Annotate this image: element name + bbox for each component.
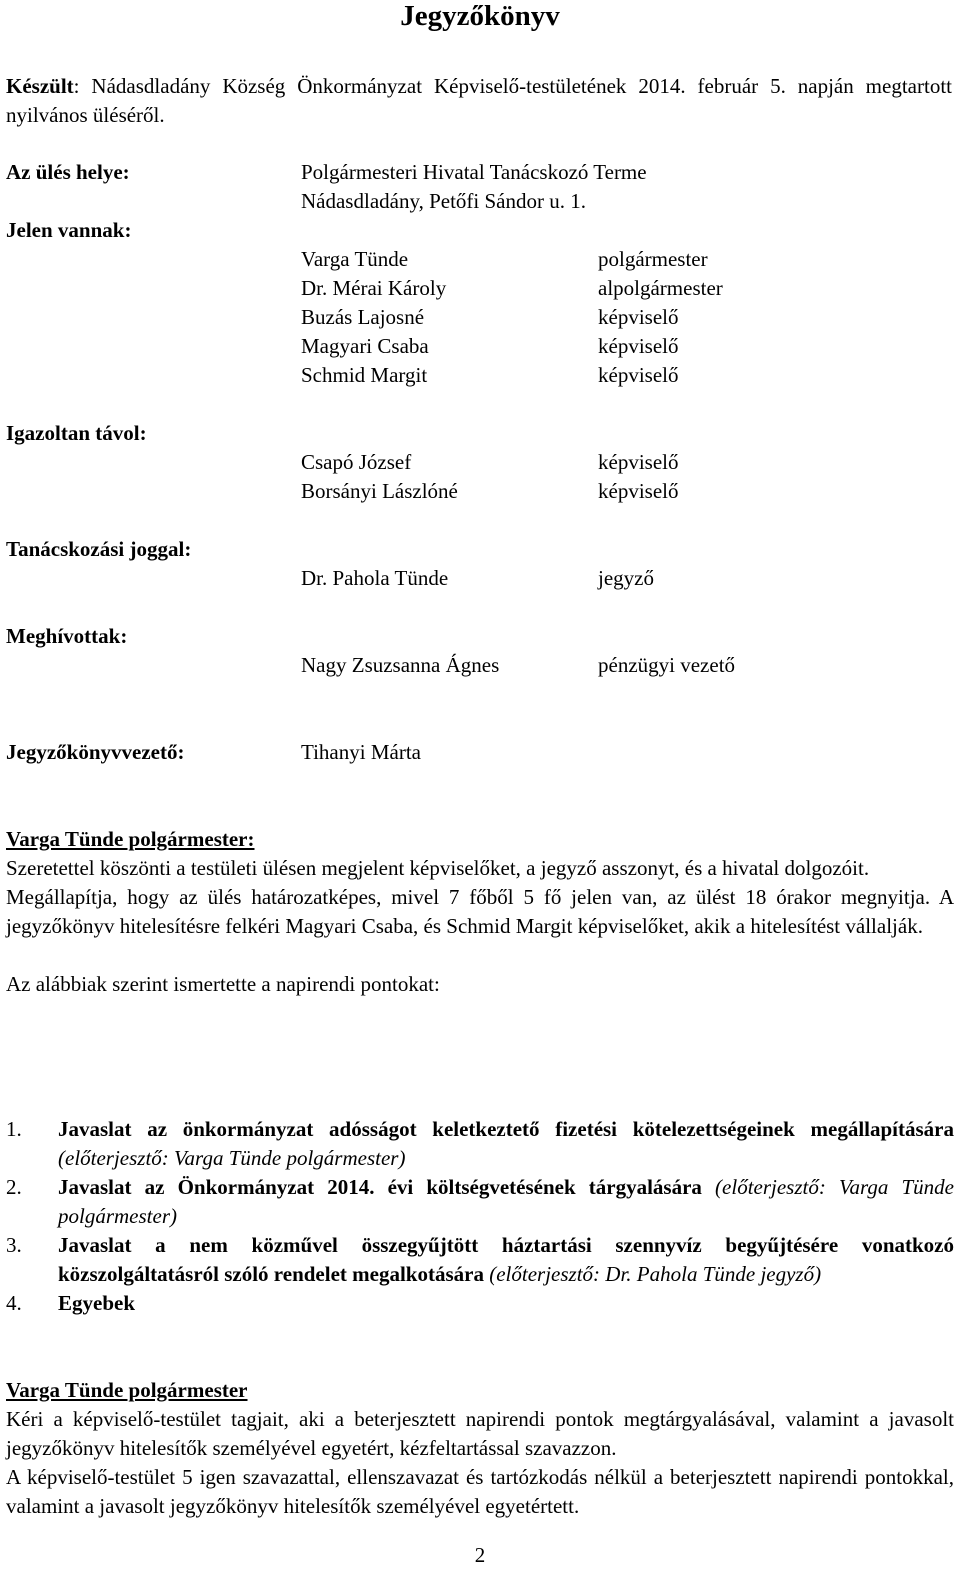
speech-paragraph: Kéri a képviselő-testület tagjait, aki a beterjesztett napirendi pontok megtárgyalásával, valamint a javasolt jegyzőkönyv hitelesítők személyével egyetért, kézfeltartással szavazzon. xyxy=(6,1407,954,1460)
intro-text: : Nádasdladány Község Önkormányzat Képviselő-testületének 2014. február 5. napján megtartott nyilvános üléséről. xyxy=(6,74,952,127)
excused-name: Csapó József xyxy=(301,450,412,474)
excused-label: Igazoltan távol: xyxy=(6,421,147,445)
place-label: Az ülés helye: xyxy=(6,160,130,184)
document-title: Jegyzőkönyv xyxy=(400,0,560,32)
agenda-title: Javaslat az Önkormányzat 2014. évi költségvetésének tárgyalására xyxy=(58,1175,702,1199)
agenda-number: 1. xyxy=(6,1117,22,1141)
attendee-role: képviselő xyxy=(598,363,679,387)
attendee-name: Buzás Lajosné xyxy=(301,305,425,329)
agenda-item xyxy=(6,1173,954,1231)
agenda-presenter: (előterjesztő: Varga Tünde polgármester) xyxy=(58,1146,406,1170)
agenda-number: 4. xyxy=(6,1291,22,1315)
recorder-name: Tihanyi Márta xyxy=(301,740,421,764)
agenda-list xyxy=(6,1115,954,1318)
speaker-heading: Varga Tünde polgármester xyxy=(6,1378,248,1402)
attendee-name: Varga Tünde xyxy=(301,247,409,271)
intro-paragraph xyxy=(6,72,952,130)
attendee-name: Schmid Margit xyxy=(301,363,428,387)
agenda-title: Javaslat a nem közművel összegyűjtött háztartási szennyvíz begyűjtésére vonatkozó közszolgáltatásról szóló rendelet megalkotására xyxy=(58,1233,954,1286)
attendee-role: képviselő xyxy=(598,305,679,329)
place-line-1: Polgármesteri Hivatal Tanácskozó Terme xyxy=(301,160,647,184)
agenda-item xyxy=(6,1289,954,1318)
invited-label: Meghívottak: xyxy=(6,624,128,648)
intro-label: Készült xyxy=(6,74,74,98)
speech-paragraph: Megállapítja, hogy az ülés határozatképes, mivel 7 főből 5 fő jelen van, az ülést 18 órakor megnyitja. A jegyzőkönyv hitelesítésre felkéri Magyari Csaba, és Schmid Margit képviselőket, akik a hitelesítést vállalják. xyxy=(6,885,954,938)
present-label: Jelen vannak: xyxy=(6,218,132,242)
agenda-number: 2. xyxy=(6,1175,22,1199)
agenda-presenter: (előterjesztő: Varga Tünde polgármester) xyxy=(58,1175,954,1228)
agenda-number: 3. xyxy=(6,1233,22,1257)
attendee-role: alpolgármester xyxy=(598,276,723,300)
attendee-role: képviselő xyxy=(598,334,679,358)
page-number: 2 xyxy=(474,1543,486,1567)
agenda-item xyxy=(6,1115,954,1173)
advisory-name: Dr. Pahola Tünde xyxy=(301,566,449,590)
agenda-presenter: (előterjesztő: Dr. Pahola Tünde jegyző) xyxy=(489,1262,822,1286)
agenda-title: Egyebek xyxy=(58,1291,136,1315)
excused-role: képviselő xyxy=(598,479,679,503)
invited-role: pénzügyi vezető xyxy=(598,653,736,677)
agenda-intro: Az alábbiak szerint ismertette a napirendi pontokat: xyxy=(6,972,440,996)
speech-paragraph: A képviselő-testület 5 igen szavazattal, ellenszavazat és tartózkodás nélkül a beterjesztett napirendi pontokkal, valamint a javasolt jegyzőkönyv hitelesítők személyével egyetértett. xyxy=(6,1465,954,1518)
advisory-role: jegyző xyxy=(598,566,654,590)
speech-2 xyxy=(6,1376,954,1521)
attendee-name: Magyari Csaba xyxy=(301,334,429,358)
agenda-item xyxy=(6,1231,954,1289)
advisory-label: Tanácskozási joggal: xyxy=(6,537,192,561)
attendee-name: Dr. Mérai Károly xyxy=(301,276,447,300)
excused-name: Borsányi Lászlóné xyxy=(301,479,458,503)
agenda-title: Javaslat az önkormányzat adósságot keletkeztető fizetési kötelezettségeinek megállapítására xyxy=(58,1117,954,1141)
speech-1 xyxy=(6,825,954,999)
attendee-role: polgármester xyxy=(598,247,708,271)
invited-name: Nagy Zsuzsanna Ágnes xyxy=(301,653,500,677)
place-line-2: Nádasdladány, Petőfi Sándor u. 1. xyxy=(301,189,586,213)
speech-paragraph: Szeretettel köszönti a testületi ülésen megjelent képviselőket, a jegyző asszonyt, és a hivatal dolgozóit. xyxy=(6,856,870,880)
excused-role: képviselő xyxy=(598,450,679,474)
speaker-heading: Varga Tünde polgármester: xyxy=(6,827,255,851)
recorder-label: Jegyzőkönyvvezető: xyxy=(6,740,185,764)
